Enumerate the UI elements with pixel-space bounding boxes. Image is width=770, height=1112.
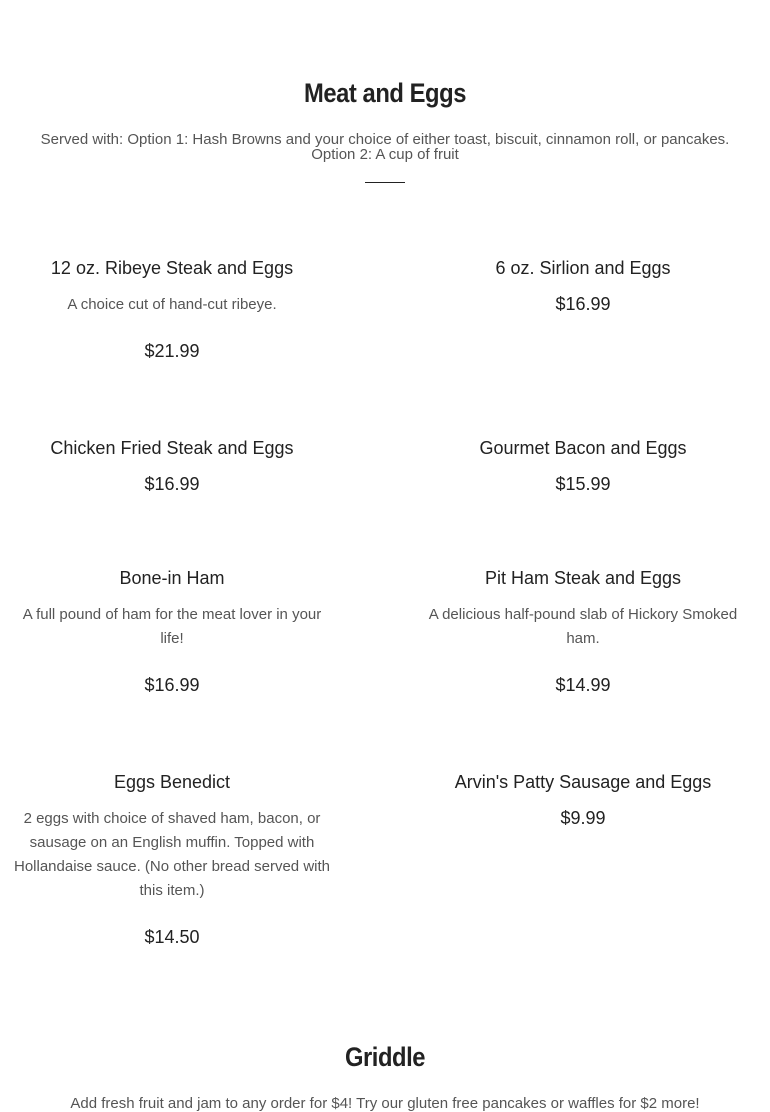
section-divider — [365, 182, 405, 183]
menu-item-description: 2 eggs with choice of shaved ham, bacon, or sausage on an English muffin. Topped with Hollandaise sauce. (No other bread served with this item.) — [13, 810, 330, 899]
menu-item — [11, 771, 333, 948]
section-subtitle-griddle: Add fresh fruit and jam to any order for $4! Try our gluten free pancakes or waffles for $2 more! — [70, 1095, 700, 1112]
menu-item-name: Eggs Benedict — [113, 772, 231, 792]
menu-item-name: Chicken Fried Steak and Eggs — [50, 438, 294, 458]
menu-item — [11, 567, 333, 696]
menu-item-price: $14.50 — [144, 927, 200, 947]
menu-item-name: 6 oz. Sirlion and Eggs — [495, 258, 671, 278]
menu-item — [11, 437, 333, 495]
menu-item — [422, 771, 744, 829]
menu-item — [422, 257, 744, 315]
menu-item-name: Arvin's Patty Sausage and Eggs — [454, 772, 712, 792]
menu-item-price: $16.99 — [144, 474, 200, 494]
menu-item-name: 12 oz. Ribeye Steak and Eggs — [50, 258, 294, 278]
menu-item-name: Bone-in Ham — [119, 568, 225, 588]
menu-item-price: $15.99 — [555, 474, 611, 494]
menu-item-description: A choice cut of hand-cut ribeye. — [67, 296, 277, 313]
section-title-meat-and-eggs: Meat and Eggs — [304, 78, 466, 108]
section-title-griddle: Griddle — [344, 1042, 426, 1072]
menu-item-price: $21.99 — [144, 341, 200, 361]
menu-item-price: $16.99 — [144, 675, 200, 695]
section-subtitle-line-2: Option 2: A cup of fruit — [311, 146, 459, 163]
menu-item-description: A delicious half-pound slab of Hickory Smoked ham. — [428, 606, 738, 647]
menu-item — [11, 257, 333, 362]
menu-item — [422, 437, 744, 495]
section-subtitle-line-1: Served with: Option 1: Hash Browns and your choice of either toast, biscuit, cinnamon roll, or pancakes. — [40, 131, 730, 148]
menu-item — [422, 567, 744, 696]
menu-item-price: $14.99 — [555, 675, 611, 695]
menu-item-description: A full pound of ham for the meat lover in your life! — [22, 606, 322, 647]
menu-item-name: Pit Ham Steak and Eggs — [484, 568, 682, 588]
menu-item-price: $16.99 — [555, 294, 611, 314]
menu-item-name: Gourmet Bacon and Eggs — [479, 438, 687, 458]
menu-item-price: $9.99 — [560, 808, 606, 828]
